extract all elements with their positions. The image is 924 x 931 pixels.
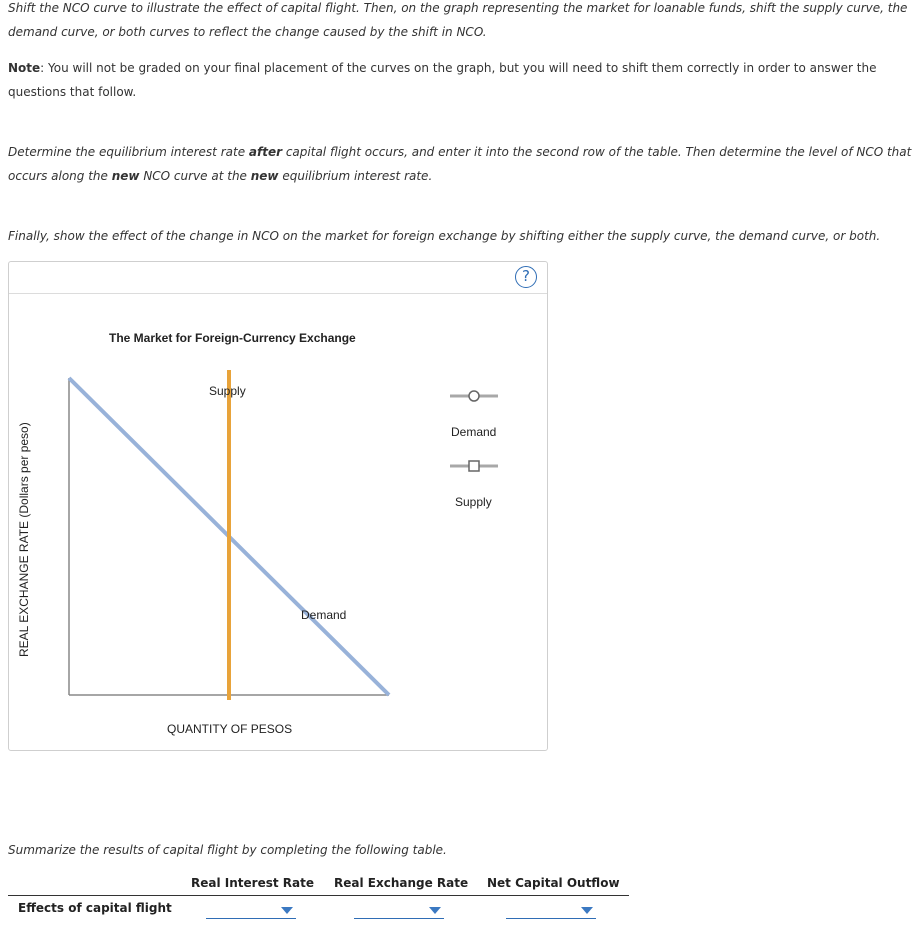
dropdown-arrow-icon — [429, 907, 441, 914]
instr-text: capital flight occurs, and enter it into the second row of the table. Then determine the level of NCO that occurs along the — [8, 145, 912, 183]
foreign-exchange-graph — [9, 262, 549, 752]
capital-outflow-dropdown[interactable] — [506, 900, 596, 919]
demand-tool[interactable] — [450, 391, 498, 401]
demand-curve-label: Demand — [301, 608, 347, 622]
graph-title: The Market for Foreign-Currency Exchange — [109, 331, 356, 345]
note-label: Note — [8, 61, 41, 75]
interest-rate-dropdown[interactable] — [206, 900, 296, 919]
instr-emph: new — [111, 169, 140, 183]
instr-text: NCO curve at the — [139, 169, 251, 183]
graph-panel — [8, 261, 548, 751]
dropdown-arrow-icon — [581, 907, 593, 914]
help-icon[interactable]: ? — [515, 266, 537, 288]
y-axis-label: REAL EXCHANGE RATE (Dollars per peso) — [17, 422, 31, 657]
circle-marker-icon — [469, 391, 479, 401]
table-header-divider — [8, 895, 629, 896]
demand-tool-label: Demand — [451, 425, 497, 439]
header-real-interest-rate: Real Interest Rate — [191, 876, 314, 890]
x-axis-label: QUANTITY OF PESOS — [167, 722, 293, 736]
dropdown-arrow-icon — [281, 907, 293, 914]
instr-emph: after — [248, 145, 283, 159]
instruction-note — [8, 56, 918, 104]
header-net-capital-outflow: Net Capital Outflow — [487, 876, 620, 890]
instr-emph: new — [250, 169, 279, 183]
table-instruction: Summarize the results of capital flight by completing the following table. — [8, 843, 447, 857]
row-label-effects: Effects of capital flight — [18, 901, 172, 915]
header-real-exchange-rate: Real Exchange Rate — [334, 876, 469, 890]
square-marker-icon — [469, 461, 479, 471]
note-text: : You will not be graded on your final placement of the curves on the graph, but you will need to shift them correctly in order to answer the questions that follow. — [8, 61, 877, 99]
instr-text: Determine the equilibrium interest rate — [8, 145, 249, 159]
instruction-equilibrium — [8, 140, 918, 188]
supply-curve-label: Supply — [209, 384, 246, 398]
instruction-capital-flight: Shift the NCO curve to illustrate the effect of capital flight. Then, on the graph representing the market for loanable funds, shift the supply curve, the demand curve, or both curves to reflect the change caused by the shift in NCO. — [8, 1, 908, 39]
instruction-foreign-exchange: Finally, show the effect of the change in NCO on the market for foreign exchange by shifting either the supply curve, the demand curve, or both. — [8, 229, 881, 243]
supply-tool[interactable] — [450, 461, 498, 471]
instr-text: equilibrium interest rate. — [278, 169, 433, 183]
supply-tool-label: Supply — [455, 495, 492, 509]
exchange-rate-dropdown[interactable] — [354, 900, 444, 919]
